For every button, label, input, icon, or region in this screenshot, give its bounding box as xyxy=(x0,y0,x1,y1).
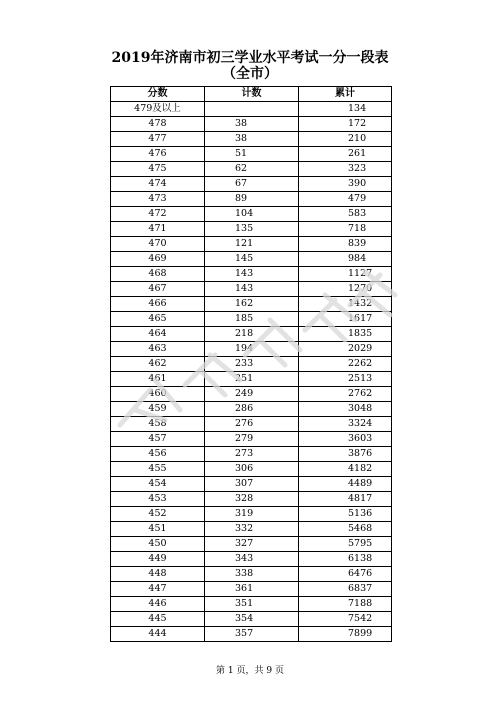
score-distribution-table xyxy=(110,86,392,642)
cell-cumulative: 2029 xyxy=(299,342,392,357)
cell-score: 463 xyxy=(111,342,205,357)
cell-cumulative: 4817 xyxy=(299,492,392,507)
cell-score: 469 xyxy=(111,252,205,267)
cell-cumulative: 3876 xyxy=(299,447,392,462)
table-row xyxy=(111,327,392,342)
cell-cumulative: 6476 xyxy=(299,567,392,582)
cell-count: 319 xyxy=(205,507,299,522)
cell-count: 251 xyxy=(205,372,299,387)
table-row xyxy=(111,552,392,567)
document-title: 2019年济南市初三学业水平考试一分一段表 xyxy=(111,50,389,66)
cell-score: 459 xyxy=(111,402,205,417)
cell-score: 465 xyxy=(111,312,205,327)
cell-score: 456 xyxy=(111,447,205,462)
cell-score: 470 xyxy=(111,237,205,252)
cell-cumulative: 390 xyxy=(299,177,392,192)
cell-count: 276 xyxy=(205,417,299,432)
table-row xyxy=(111,447,392,462)
cell-count: 279 xyxy=(205,432,299,447)
table-row xyxy=(111,582,392,597)
cell-score: 446 xyxy=(111,597,205,612)
table-row xyxy=(111,477,392,492)
cell-cumulative: 6837 xyxy=(299,582,392,597)
cell-cumulative: 1617 xyxy=(299,312,392,327)
cell-score: 457 xyxy=(111,432,205,447)
cell-cumulative: 984 xyxy=(299,252,392,267)
document-subtitle: （全市） xyxy=(222,66,278,82)
cell-cumulative: 261 xyxy=(299,147,392,162)
table-row xyxy=(111,267,392,282)
cell-score: 477 xyxy=(111,132,205,147)
cell-count: 121 xyxy=(205,237,299,252)
cell-count: 38 xyxy=(205,117,299,132)
cell-cumulative: 2513 xyxy=(299,372,392,387)
cell-count: 249 xyxy=(205,387,299,402)
table-row xyxy=(111,207,392,222)
cell-count: 38 xyxy=(205,132,299,147)
cell-cumulative: 210 xyxy=(299,132,392,147)
cell-cumulative: 7899 xyxy=(299,627,392,642)
cell-count: 62 xyxy=(205,162,299,177)
header-score: 分数 xyxy=(111,87,205,102)
cell-cumulative: 4489 xyxy=(299,477,392,492)
table-row xyxy=(111,507,392,522)
cell-count: 162 xyxy=(205,297,299,312)
cell-count: 361 xyxy=(205,582,299,597)
table-row xyxy=(111,297,392,312)
cell-cumulative: 3324 xyxy=(299,417,392,432)
cell-score: 458 xyxy=(111,417,205,432)
cell-count: 351 xyxy=(205,597,299,612)
cell-score: 445 xyxy=(111,612,205,627)
cell-score: 466 xyxy=(111,297,205,312)
table-row xyxy=(111,117,392,132)
table-row xyxy=(111,432,392,447)
cell-cumulative: 3048 xyxy=(299,402,392,417)
cell-cumulative: 5468 xyxy=(299,522,392,537)
cell-cumulative: 7542 xyxy=(299,612,392,627)
table-row xyxy=(111,237,392,252)
cell-count: 328 xyxy=(205,492,299,507)
cell-score: 479及以上 xyxy=(111,102,205,117)
cell-cumulative: 3603 xyxy=(299,432,392,447)
cell-score: 455 xyxy=(111,462,205,477)
cell-count: 135 xyxy=(205,222,299,237)
cell-count: 143 xyxy=(205,267,299,282)
cell-cumulative: 1127 xyxy=(299,267,392,282)
table-row xyxy=(111,567,392,582)
cell-cumulative: 1270 xyxy=(299,282,392,297)
cell-score: 460 xyxy=(111,387,205,402)
table-row xyxy=(111,147,392,162)
cell-cumulative: 839 xyxy=(299,237,392,252)
cell-score: 454 xyxy=(111,477,205,492)
cell-score: 462 xyxy=(111,357,205,372)
table-row xyxy=(111,462,392,477)
header-cumulative: 累计 xyxy=(299,87,392,102)
table-row xyxy=(111,402,392,417)
cell-score: 474 xyxy=(111,177,205,192)
table-row xyxy=(111,162,392,177)
table-row xyxy=(111,312,392,327)
table-row xyxy=(111,492,392,507)
cell-score: 447 xyxy=(111,582,205,597)
cell-score: 467 xyxy=(111,282,205,297)
cell-cumulative: 479 xyxy=(299,192,392,207)
cell-count xyxy=(205,102,299,117)
table-row xyxy=(111,387,392,402)
table-row xyxy=(111,177,392,192)
cell-cumulative: 134 xyxy=(299,102,392,117)
cell-score: 461 xyxy=(111,372,205,387)
cell-count: 51 xyxy=(205,147,299,162)
cell-score: 464 xyxy=(111,327,205,342)
cell-count: 338 xyxy=(205,567,299,582)
cell-count: 218 xyxy=(205,327,299,342)
cell-score: 449 xyxy=(111,552,205,567)
cell-cumulative: 5795 xyxy=(299,537,392,552)
page-footer: 第 1 页，共 9 页 xyxy=(216,666,284,676)
cell-cumulative: 1835 xyxy=(299,327,392,342)
table-row xyxy=(111,597,392,612)
table-row xyxy=(111,192,392,207)
cell-cumulative: 7188 xyxy=(299,597,392,612)
cell-count: 89 xyxy=(205,192,299,207)
cell-score: 468 xyxy=(111,267,205,282)
table-row xyxy=(111,537,392,552)
cell-count: 354 xyxy=(205,612,299,627)
table-row xyxy=(111,252,392,267)
table-row xyxy=(111,612,392,627)
table-row xyxy=(111,627,392,642)
cell-score: 471 xyxy=(111,222,205,237)
cell-cumulative: 718 xyxy=(299,222,392,237)
cell-score: 452 xyxy=(111,507,205,522)
cell-cumulative: 172 xyxy=(299,117,392,132)
table-body xyxy=(111,102,392,642)
cell-cumulative: 4182 xyxy=(299,462,392,477)
cell-count: 357 xyxy=(205,627,299,642)
cell-score: 473 xyxy=(111,192,205,207)
cell-score: 451 xyxy=(111,522,205,537)
cell-count: 332 xyxy=(205,522,299,537)
table-header-row xyxy=(111,87,392,102)
table-row xyxy=(111,357,392,372)
cell-cumulative: 323 xyxy=(299,162,392,177)
cell-cumulative: 2762 xyxy=(299,387,392,402)
cell-score: 478 xyxy=(111,117,205,132)
cell-score: 448 xyxy=(111,567,205,582)
table-row xyxy=(111,342,392,357)
table-row xyxy=(111,102,392,117)
header-count: 计数 xyxy=(205,87,299,102)
cell-count: 185 xyxy=(205,312,299,327)
cell-cumulative: 6138 xyxy=(299,552,392,567)
cell-score: 472 xyxy=(111,207,205,222)
table-row xyxy=(111,522,392,537)
cell-score: 475 xyxy=(111,162,205,177)
cell-count: 286 xyxy=(205,402,299,417)
cell-score: 476 xyxy=(111,147,205,162)
cell-count: 194 xyxy=(205,342,299,357)
table-row xyxy=(111,222,392,237)
cell-cumulative: 1432 xyxy=(299,297,392,312)
cell-count: 67 xyxy=(205,177,299,192)
cell-count: 327 xyxy=(205,537,299,552)
cell-count: 307 xyxy=(205,477,299,492)
cell-count: 145 xyxy=(205,252,299,267)
cell-cumulative: 5136 xyxy=(299,507,392,522)
table-row xyxy=(111,282,392,297)
cell-count: 233 xyxy=(205,357,299,372)
cell-score: 450 xyxy=(111,537,205,552)
cell-score: 444 xyxy=(111,627,205,642)
cell-count: 104 xyxy=(205,207,299,222)
table-row xyxy=(111,132,392,147)
cell-count: 343 xyxy=(205,552,299,567)
table-row xyxy=(111,417,392,432)
cell-count: 273 xyxy=(205,447,299,462)
cell-count: 143 xyxy=(205,282,299,297)
table-row xyxy=(111,372,392,387)
cell-cumulative: 583 xyxy=(299,207,392,222)
cell-count: 306 xyxy=(205,462,299,477)
cell-score: 453 xyxy=(111,492,205,507)
cell-cumulative: 2262 xyxy=(299,357,392,372)
